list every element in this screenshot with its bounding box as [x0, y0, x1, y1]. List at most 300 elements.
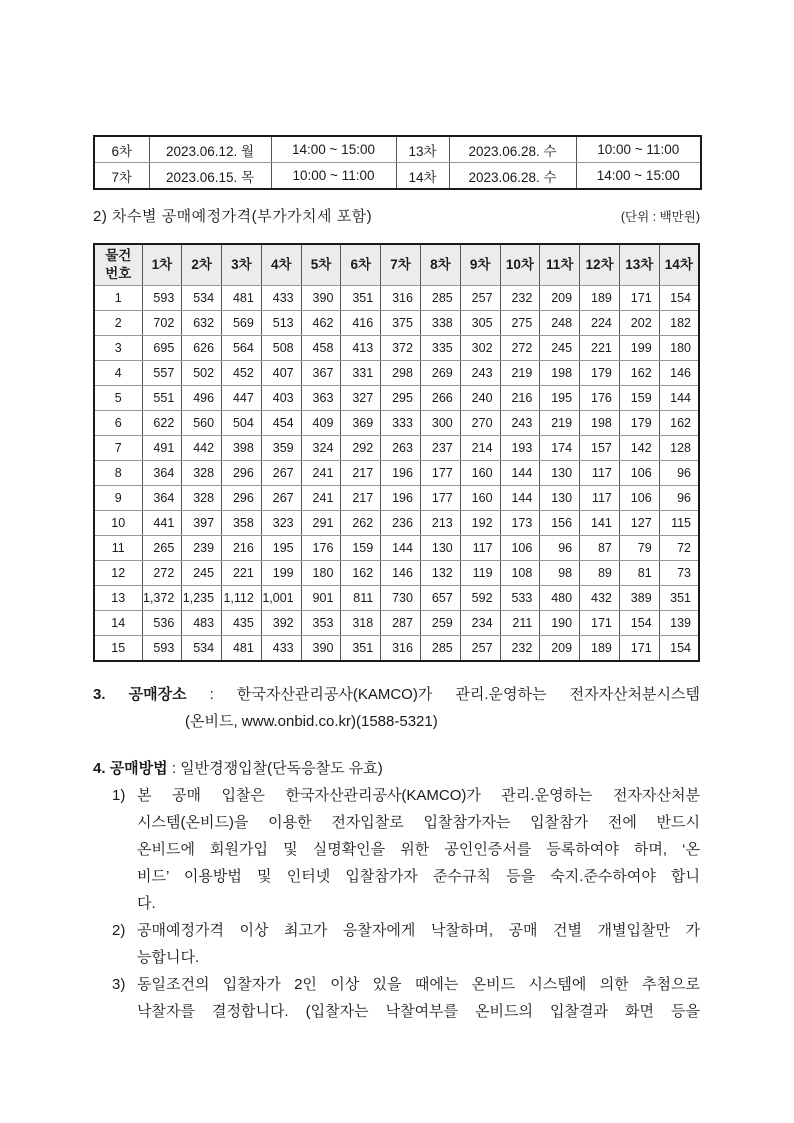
item-line: 온비드에 회원가입 및 실명확인을 위한 공인인증서를 등록하여야 하며, ‘온 [137, 841, 700, 858]
price-value: 551 [142, 386, 182, 411]
price-value: 216 [500, 386, 540, 411]
item-marker: 2) [112, 922, 126, 939]
schedule-cell: 2023.06.28. 수 [449, 163, 576, 190]
section-4-item [93, 782, 700, 917]
price-value: 287 [381, 611, 421, 636]
price-value: 351 [341, 286, 381, 311]
section-3 [93, 681, 700, 735]
price-value: 592 [460, 586, 500, 611]
item-number: 7 [94, 436, 142, 461]
item-number: 14 [94, 611, 142, 636]
price-value: 139 [659, 611, 699, 636]
price-value: 130 [540, 486, 580, 511]
price-value: 351 [659, 586, 699, 611]
price-value: 901 [301, 586, 341, 611]
price-value: 176 [580, 386, 620, 411]
price-value: 232 [500, 636, 540, 661]
price-value: 234 [460, 611, 500, 636]
item-line: 본 공매 입찰은 한국자산관리공사(KAMCO)가 관리.운영하는 전자자산처분 [137, 787, 700, 804]
price-value: 398 [222, 436, 262, 461]
price-value: 154 [659, 286, 699, 311]
round-header: 11차 [540, 244, 580, 286]
price-value: 171 [619, 636, 659, 661]
price-value: 504 [222, 411, 262, 436]
schedule-cell: 7차 [94, 163, 149, 190]
item-number: 6 [94, 411, 142, 436]
price-value: 351 [341, 636, 381, 661]
price-value: 117 [580, 486, 620, 511]
section-4-separator: : [171, 760, 181, 777]
price-value: 462 [301, 311, 341, 336]
price-value: 257 [460, 636, 500, 661]
price-value: 413 [341, 336, 381, 361]
price-value: 323 [261, 511, 301, 536]
round-header: 6차 [341, 244, 381, 286]
price-value: 263 [381, 436, 421, 461]
item-number: 1 [94, 286, 142, 311]
price-value: 657 [420, 586, 460, 611]
price-row [94, 611, 699, 636]
price-value: 160 [460, 461, 500, 486]
price-value: 267 [261, 461, 301, 486]
price-value: 316 [381, 636, 421, 661]
auction-schedule-table [93, 135, 702, 190]
item-number: 15 [94, 636, 142, 661]
price-value: 162 [341, 561, 381, 586]
price-section-heading: 2) 차수별 공매예정가격(부가가치세 포함) [93, 208, 373, 225]
price-value: 81 [619, 561, 659, 586]
price-value: 193 [500, 436, 540, 461]
price-value: 353 [301, 611, 341, 636]
price-value: 441 [142, 511, 182, 536]
price-value: 219 [540, 411, 580, 436]
price-value: 106 [619, 486, 659, 511]
section-3-text: 한국자산관리공사(KAMCO)가 관리.운영하는 전자자산처분시스템 [236, 686, 701, 703]
section-3-line2: (온비드, www.onbid.co.kr)(1588-5321) [185, 713, 438, 730]
item-line: 낙찰자를 결정합니다. (입찰자는 낙찰여부를 온비드의 입찰결과 화면 등을 [137, 1003, 700, 1020]
price-value: 266 [420, 386, 460, 411]
section-4 [93, 755, 700, 1025]
price-value: 189 [580, 286, 620, 311]
price-value: 146 [659, 361, 699, 386]
price-value: 115 [659, 511, 699, 536]
price-value: 1,001 [261, 586, 301, 611]
price-row [94, 336, 699, 361]
item-line: 동일조건의 입찰자가 2인 이상 있을 때에는 온비드 시스템에 의한 추첨으로 [137, 976, 700, 993]
price-row [94, 386, 699, 411]
item-number: 12 [94, 561, 142, 586]
round-header: 12차 [580, 244, 620, 286]
price-value: 272 [142, 561, 182, 586]
schedule-cell: 13차 [396, 136, 449, 163]
item-marker: 3) [112, 976, 126, 993]
round-header: 2차 [182, 244, 222, 286]
round-header: 7차 [381, 244, 421, 286]
price-value: 367 [301, 361, 341, 386]
round-header: 3차 [222, 244, 262, 286]
price-value: 458 [301, 336, 341, 361]
price-value: 119 [460, 561, 500, 586]
price-value: 1,235 [182, 586, 222, 611]
price-value: 1,372 [142, 586, 182, 611]
section-4-intro: 일반경쟁입찰(단독응찰도 유효) [180, 760, 383, 777]
price-row [94, 436, 699, 461]
section-3-number: 3. [93, 686, 106, 703]
price-value: 285 [420, 636, 460, 661]
round-header: 10차 [500, 244, 540, 286]
schedule-cell: 10:00 ~ 11:00 [576, 136, 701, 163]
price-value: 296 [222, 486, 262, 511]
price-value: 162 [619, 361, 659, 386]
schedule-cell: 2023.06.12. 월 [149, 136, 271, 163]
price-value: 73 [659, 561, 699, 586]
round-header: 13차 [619, 244, 659, 286]
price-value: 403 [261, 386, 301, 411]
section-4-item [93, 971, 700, 1025]
price-value: 316 [381, 286, 421, 311]
schedule-cell: 2023.06.15. 목 [149, 163, 271, 190]
price-value: 87 [580, 536, 620, 561]
price-value: 243 [500, 411, 540, 436]
price-value: 358 [222, 511, 262, 536]
price-value: 117 [460, 536, 500, 561]
price-value: 364 [142, 486, 182, 511]
section-3-title: 공매장소 [128, 686, 187, 703]
price-value: 560 [182, 411, 222, 436]
price-value: 433 [261, 636, 301, 661]
price-value: 267 [261, 486, 301, 511]
price-value: 305 [460, 311, 500, 336]
price-value: 217 [341, 461, 381, 486]
price-value: 199 [619, 336, 659, 361]
price-value: 435 [222, 611, 262, 636]
price-table [93, 243, 700, 662]
price-value: 221 [222, 561, 262, 586]
price-value: 447 [222, 386, 262, 411]
price-value: 209 [540, 636, 580, 661]
item-number: 5 [94, 386, 142, 411]
price-value: 144 [500, 461, 540, 486]
price-value: 195 [261, 536, 301, 561]
price-value: 72 [659, 536, 699, 561]
price-value: 300 [420, 411, 460, 436]
price-value: 272 [500, 336, 540, 361]
price-value: 409 [301, 411, 341, 436]
price-value: 241 [301, 486, 341, 511]
price-row [94, 561, 699, 586]
price-value: 173 [500, 511, 540, 536]
price-table-corner-header [94, 244, 142, 286]
price-value: 481 [222, 286, 262, 311]
item-line: 공매예정가격 이상 최고가 응찰자에게 낙찰하며, 공매 건별 개별입찰만 가 [137, 922, 700, 939]
price-row [94, 636, 699, 661]
price-value: 452 [222, 361, 262, 386]
price-value: 96 [659, 461, 699, 486]
price-value: 491 [142, 436, 182, 461]
item-number: 4 [94, 361, 142, 386]
price-value: 232 [500, 286, 540, 311]
price-value: 182 [659, 311, 699, 336]
price-value: 534 [182, 286, 222, 311]
price-value: 177 [420, 461, 460, 486]
price-value: 557 [142, 361, 182, 386]
section-4-items [93, 782, 700, 1025]
price-value: 291 [301, 511, 341, 536]
price-value: 159 [341, 536, 381, 561]
price-value: 198 [580, 411, 620, 436]
price-table-body [94, 286, 699, 661]
price-value: 160 [460, 486, 500, 511]
price-value: 217 [341, 486, 381, 511]
price-value: 593 [142, 286, 182, 311]
price-value: 534 [182, 636, 222, 661]
price-value: 327 [341, 386, 381, 411]
price-value: 265 [142, 536, 182, 561]
price-row [94, 461, 699, 486]
price-row [94, 411, 699, 436]
price-value: 96 [540, 536, 580, 561]
item-line: 시스템(온비드)을 이용한 전자입찰로 입찰참가자는 입찰참가 전에 반드시 [137, 814, 700, 831]
price-value: 239 [182, 536, 222, 561]
price-value: 328 [182, 486, 222, 511]
price-value: 98 [540, 561, 580, 586]
price-value: 269 [420, 361, 460, 386]
price-value: 454 [261, 411, 301, 436]
unit-label: (단위 : 백만원) [620, 210, 700, 224]
schedule-row [94, 136, 701, 163]
corner-header-line2: 번호 [105, 266, 132, 281]
price-value: 432 [580, 586, 620, 611]
item-number: 10 [94, 511, 142, 536]
price-value: 171 [619, 286, 659, 311]
item-marker: 1) [112, 787, 126, 804]
price-value: 296 [222, 461, 262, 486]
price-value: 392 [261, 611, 301, 636]
price-row [94, 511, 699, 536]
item-number: 3 [94, 336, 142, 361]
price-value: 259 [420, 611, 460, 636]
item-number: 2 [94, 311, 142, 336]
item-number: 9 [94, 486, 142, 511]
price-value: 224 [580, 311, 620, 336]
price-value: 141 [580, 511, 620, 536]
price-value: 262 [341, 511, 381, 536]
price-value: 302 [460, 336, 500, 361]
price-value: 569 [222, 311, 262, 336]
round-header: 1차 [142, 244, 182, 286]
price-value: 196 [381, 461, 421, 486]
price-value: 245 [182, 561, 222, 586]
price-value: 390 [301, 636, 341, 661]
price-value: 130 [420, 536, 460, 561]
price-value: 480 [540, 586, 580, 611]
round-header: 5차 [301, 244, 341, 286]
price-value: 209 [540, 286, 580, 311]
price-table-header-row [94, 244, 699, 286]
price-value: 156 [540, 511, 580, 536]
price-value: 162 [659, 411, 699, 436]
schedule-cell: 6차 [94, 136, 149, 163]
price-value: 390 [301, 286, 341, 311]
schedule-table-body [94, 136, 701, 189]
price-value: 202 [619, 311, 659, 336]
price-value: 372 [381, 336, 421, 361]
price-value: 632 [182, 311, 222, 336]
price-value: 407 [261, 361, 301, 386]
section-4-title: 공매방법 [109, 760, 168, 777]
price-value: 192 [460, 511, 500, 536]
price-value: 593 [142, 636, 182, 661]
price-value: 176 [301, 536, 341, 561]
price-value: 481 [222, 636, 262, 661]
round-header: 8차 [420, 244, 460, 286]
price-value: 335 [420, 336, 460, 361]
price-value: 240 [460, 386, 500, 411]
price-value: 96 [659, 486, 699, 511]
price-value: 144 [381, 536, 421, 561]
price-value: 338 [420, 311, 460, 336]
price-value: 106 [500, 536, 540, 561]
round-header: 9차 [460, 244, 500, 286]
price-value: 199 [261, 561, 301, 586]
price-value: 157 [580, 436, 620, 461]
price-value: 533 [500, 586, 540, 611]
price-value: 108 [500, 561, 540, 586]
price-row [94, 311, 699, 336]
price-value: 236 [381, 511, 421, 536]
schedule-cell: 14:00 ~ 15:00 [271, 136, 396, 163]
price-value: 130 [540, 461, 580, 486]
price-value: 513 [261, 311, 301, 336]
price-value: 237 [420, 436, 460, 461]
corner-header-line1: 물건 [105, 248, 132, 263]
price-value: 180 [659, 336, 699, 361]
item-line: 다. [137, 895, 156, 912]
price-value: 159 [619, 386, 659, 411]
price-value: 144 [500, 486, 540, 511]
price-value: 1,112 [222, 586, 262, 611]
price-row [94, 486, 699, 511]
price-value: 389 [619, 586, 659, 611]
price-value: 146 [381, 561, 421, 586]
price-value: 275 [500, 311, 540, 336]
schedule-row [94, 163, 701, 190]
price-value: 333 [381, 411, 421, 436]
price-value: 695 [142, 336, 182, 361]
item-number: 13 [94, 586, 142, 611]
price-value: 248 [540, 311, 580, 336]
price-row [94, 536, 699, 561]
price-value: 117 [580, 461, 620, 486]
price-value: 177 [420, 486, 460, 511]
price-value: 190 [540, 611, 580, 636]
price-value: 144 [659, 386, 699, 411]
price-value: 196 [381, 486, 421, 511]
price-value: 171 [580, 611, 620, 636]
price-value: 324 [301, 436, 341, 461]
section-4-item [93, 917, 700, 971]
price-value: 216 [222, 536, 262, 561]
price-value: 416 [341, 311, 381, 336]
price-value: 328 [182, 461, 222, 486]
price-value: 142 [619, 436, 659, 461]
price-value: 433 [261, 286, 301, 311]
round-header: 4차 [261, 244, 301, 286]
price-value: 502 [182, 361, 222, 386]
price-value: 295 [381, 386, 421, 411]
price-value: 442 [182, 436, 222, 461]
price-value: 702 [142, 311, 182, 336]
price-value: 364 [142, 461, 182, 486]
price-value: 369 [341, 411, 381, 436]
section-3-line1 [93, 681, 700, 708]
item-number: 8 [94, 461, 142, 486]
price-value: 195 [540, 386, 580, 411]
price-value: 243 [460, 361, 500, 386]
price-value: 564 [222, 336, 262, 361]
schedule-cell: 14차 [396, 163, 449, 190]
price-value: 128 [659, 436, 699, 461]
price-value: 79 [619, 536, 659, 561]
item-number: 11 [94, 536, 142, 561]
price-value: 219 [500, 361, 540, 386]
price-value: 245 [540, 336, 580, 361]
price-value: 811 [341, 586, 381, 611]
price-value: 154 [619, 611, 659, 636]
price-value: 214 [460, 436, 500, 461]
round-header: 14차 [659, 244, 699, 286]
section-4-number: 4. [93, 760, 106, 777]
price-value: 179 [580, 361, 620, 386]
price-value: 179 [619, 411, 659, 436]
schedule-cell: 10:00 ~ 11:00 [271, 163, 396, 190]
schedule-cell: 14:00 ~ 15:00 [576, 163, 701, 190]
price-value: 154 [659, 636, 699, 661]
price-value: 106 [619, 461, 659, 486]
price-value: 375 [381, 311, 421, 336]
item-line: 능합니다. [137, 949, 200, 966]
price-value: 536 [142, 611, 182, 636]
price-value: 298 [381, 361, 421, 386]
price-value: 285 [420, 286, 460, 311]
price-row [94, 586, 699, 611]
section-4-heading [93, 755, 700, 782]
price-value: 496 [182, 386, 222, 411]
price-section-heading-row [93, 205, 700, 226]
price-value: 363 [301, 386, 341, 411]
schedule-cell: 2023.06.28. 수 [449, 136, 576, 163]
section-3-separator: : [209, 686, 237, 703]
price-value: 626 [182, 336, 222, 361]
price-value: 483 [182, 611, 222, 636]
price-value: 257 [460, 286, 500, 311]
price-value: 730 [381, 586, 421, 611]
price-value: 292 [341, 436, 381, 461]
price-value: 221 [580, 336, 620, 361]
price-value: 132 [420, 561, 460, 586]
price-value: 180 [301, 561, 341, 586]
price-value: 189 [580, 636, 620, 661]
price-row [94, 361, 699, 386]
item-line: 비드’ 이용방법 및 인터넷 입찰참가자 준수규칙 등을 숙지.준수하여야 합니 [137, 868, 700, 885]
price-value: 622 [142, 411, 182, 436]
price-value: 174 [540, 436, 580, 461]
price-value: 359 [261, 436, 301, 461]
price-value: 198 [540, 361, 580, 386]
price-value: 89 [580, 561, 620, 586]
price-value: 397 [182, 511, 222, 536]
price-value: 127 [619, 511, 659, 536]
